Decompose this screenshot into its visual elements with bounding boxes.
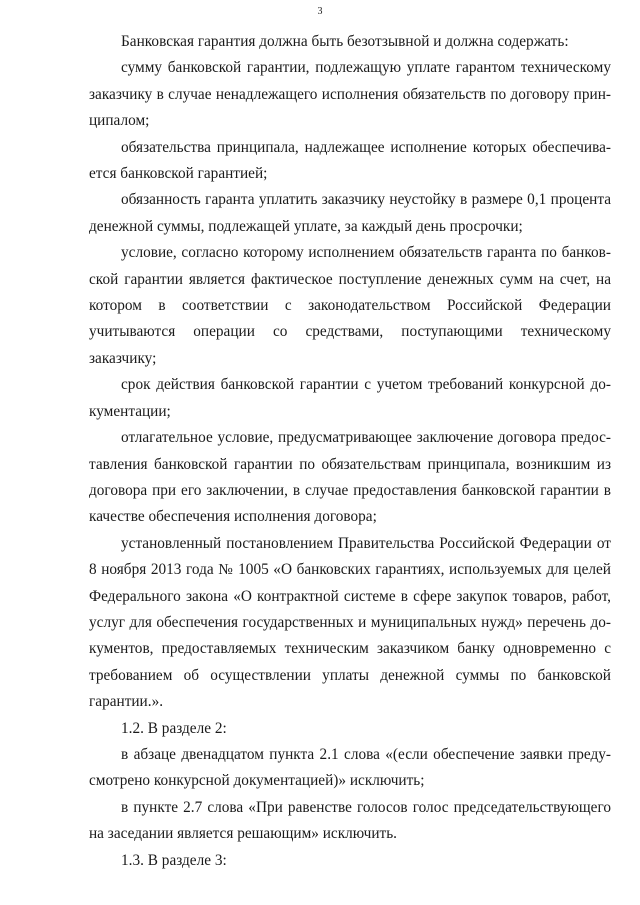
paragraph-suspensive-condition: отлагательное условие, предусматривающее заключение договора предоставления банковской гарантии по обязательствам принципала, возникшим из договора при его заключении, в случае предоставления банковской гарантии в качестве обеспечения исполнения договора;	[89, 429, 611, 526]
page-number: 3	[317, 6, 323, 17]
paragraph-document-list: установленный постановлением Правительства Российской Федерации от 8 ноября 2013 года № 1005 «О банковских гарантиях, используемых для целей Федерального закона «О контрактной системе в сфере закупок товаров, работ, услуг для обеспечения государственных и муниципальных нужд» перечень документов, предоставляемых техническим заказчиком банку одновременно с требованием об осуществлении уплаты денежной суммы по банковской гарантии.».	[89, 534, 611, 711]
paragraph-fulfillment-condition: условие, согласно которому исполнением обязательств гаранта по банковской гарантии является фактическое поступление денежных сумм на счет, на котором в соответствии с законодательством Российской Федерации учитываются операции со средствами, поступающими техническому заказчику;	[89, 244, 611, 367]
paragraph-penalty-duty: обязанность гаранта уплатить заказчику неустойку в размере 0,1 процента денежной суммы, подлежащей уплате, за каждый день просрочки;	[89, 191, 611, 235]
section-1-2-heading: 1.2. В разделе 2:	[121, 719, 227, 737]
section-1-3-heading: 1.3. В разделе 3:	[121, 851, 227, 869]
paragraph-principal-obligations: обязательства принципала, надлежащее исполнение которых обеспечивается банковской гарантией;	[89, 138, 611, 183]
paragraph-clause-2-1: в абзаце двенадцатом пункта 2.1 слова «(если обеспечение заявки предусмотрено конкурсной документацией)» исключить;	[89, 745, 611, 790]
paragraph-guarantee-amount: сумму банковской гарантии, подлежащую уплате гарантом техническому заказчику в случае ненадлежащего исполнения обязательств по договору принципалом;	[89, 59, 611, 130]
paragraph-intro: Банковская гарантия должна быть безотзывной и должна содержать:	[121, 33, 569, 50]
document-body	[89, 29, 611, 874]
paragraph-clause-2-7: в пункте 2.7 слова «При равенстве голосов голос председательствующего на заседании является решающим» исключить.	[89, 798, 611, 843]
paragraph-validity-term: срок действия банковской гарантии с учетом требований конкурсной документации;	[89, 376, 611, 420]
